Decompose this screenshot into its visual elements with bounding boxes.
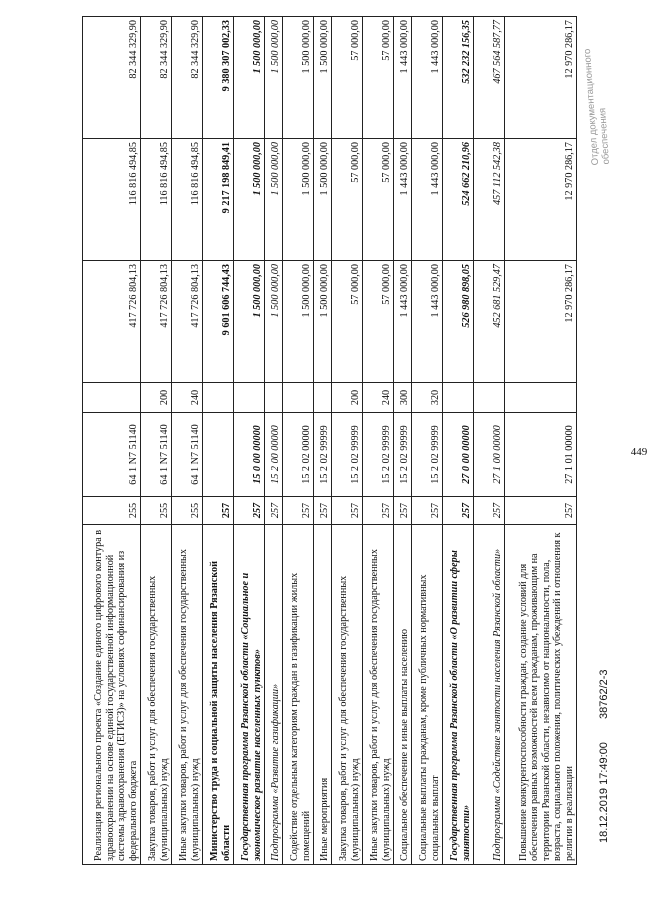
table-row (363, 17, 394, 865)
row-code: 255 (83, 497, 141, 525)
row-amount-2022: 1 443 000,00 (394, 17, 412, 139)
row-amount-2021: 1 500 000,00 (265, 139, 283, 261)
row-csr: 27 1 01 00000 (505, 413, 577, 497)
row-name: Закупка товаров, работ и услуг для обеспечения государственных (муниципальных) нужд (332, 525, 363, 865)
row-amount-2020: 1 500 000,00 (314, 261, 332, 383)
row-name: Министерство труда и социальной защиты населения Рязанской области (203, 525, 234, 865)
row-csr: 15 2 00 00000 (265, 413, 283, 497)
row-amount-2020: 1 500 000,00 (265, 261, 283, 383)
row-amount-2022: 1 500 000,00 (283, 17, 314, 139)
row-name: Иные мероприятия (314, 525, 332, 865)
row-csr: 15 2 02 99999 (412, 413, 443, 497)
row-amount-2022: 82 344 329,90 (141, 17, 172, 139)
row-vr (203, 383, 234, 413)
row-amount-2020: 526 980 898,05 (443, 261, 474, 383)
row-name: Закупка товаров, работ и услуг для обеспечения государственных (муниципальных) нужд (141, 525, 172, 865)
row-amount-2020: 1 500 000,00 (283, 261, 314, 383)
row-vr: 200 (141, 383, 172, 413)
row-name: Содействие отдельным категориям граждан в газификации жилых помещений (283, 525, 314, 865)
row-name: Социальное обеспечение и иные выплаты населению (394, 525, 412, 865)
table-row (332, 17, 363, 865)
row-amount-2020: 12 970 286,17 (505, 261, 577, 383)
row-code: 257 (265, 497, 283, 525)
row-amount-2022: 57 000,00 (332, 17, 363, 139)
row-csr: 15 2 02 99999 (394, 413, 412, 497)
row-amount-2021: 1 500 000,00 (283, 139, 314, 261)
row-amount-2022: 82 344 329,90 (83, 17, 141, 139)
row-name: Иные закупки товаров, работ и услуг для обеспечения государственных (муниципальных) нужд (172, 525, 203, 865)
row-code: 257 (394, 497, 412, 525)
row-amount-2022: 82 344 329,90 (172, 17, 203, 139)
row-vr (265, 383, 283, 413)
table-row (203, 17, 234, 865)
row-vr (83, 383, 141, 413)
row-amount-2021: 116 816 494,85 (172, 139, 203, 261)
row-csr: 15 2 02 00000 (283, 413, 314, 497)
row-vr: 320 (412, 383, 443, 413)
table-row (234, 17, 265, 865)
row-amount-2022: 467 564 587,77 (474, 17, 505, 139)
row-csr: 64 1 N7 51140 (141, 413, 172, 497)
row-amount-2021: 524 662 210,96 (443, 139, 474, 261)
row-name: Государственная программа Рязанской области «Социальное и экономическое развитие населенных пунктов» (234, 525, 265, 865)
budget-table (82, 16, 577, 865)
row-csr: 15 0 00 00000 (234, 413, 265, 497)
row-csr (203, 413, 234, 497)
table-row (172, 17, 203, 865)
row-vr (234, 383, 265, 413)
row-vr: 240 (363, 383, 394, 413)
row-name: Социальные выплаты гражданам, кроме публичных нормативных социальных выплат (412, 525, 443, 865)
row-csr: 64 1 N7 51140 (83, 413, 141, 497)
row-amount-2020: 452 681 529,47 (474, 261, 505, 383)
table-row (283, 17, 314, 865)
row-vr (474, 383, 505, 413)
row-amount-2021: 116 816 494,85 (83, 139, 141, 261)
row-vr: 240 (172, 383, 203, 413)
page-number: 449 (630, 445, 647, 458)
row-code: 257 (443, 497, 474, 525)
footer (598, 649, 610, 843)
row-amount-2021: 57 000,00 (332, 139, 363, 261)
row-amount-2020: 417 726 804,13 (141, 261, 172, 383)
row-vr (505, 383, 577, 413)
table-row (394, 17, 412, 865)
row-amount-2021: 57 000,00 (363, 139, 394, 261)
row-amount-2022: 1 500 000,00 (314, 17, 332, 139)
stamp-line-2: обеспечения (597, 107, 613, 165)
row-amount-2020: 57 000,00 (363, 261, 394, 383)
table-row (412, 17, 443, 865)
row-code: 257 (283, 497, 314, 525)
row-code: 257 (332, 497, 363, 525)
row-amount-2022: 57 000,00 (363, 17, 394, 139)
row-name: Подпрограмма «Содействие занятости населения Рязанской области» (474, 525, 505, 865)
row-code: 255 (141, 497, 172, 525)
row-amount-2020: 57 000,00 (332, 261, 363, 383)
row-amount-2021: 457 112 542,38 (474, 139, 505, 261)
row-csr: 27 1 00 00000 (474, 413, 505, 497)
row-name: Иные закупки товаров, работ и услуг для обеспечения государственных (муниципальных) нужд (363, 525, 394, 865)
row-amount-2022: 1 500 000,00 (234, 17, 265, 139)
stamp-line-1: Отдел документационного (581, 48, 602, 166)
row-csr: 15 2 02 99999 (332, 413, 363, 497)
table-row (314, 17, 332, 865)
row-csr: 27 0 00 00000 (443, 413, 474, 497)
row-amount-2022: 1 500 000,00 (265, 17, 283, 139)
row-amount-2021: 116 816 494,85 (141, 139, 172, 261)
table-row (443, 17, 474, 865)
row-amount-2020: 9 601 606 744,43 (203, 261, 234, 383)
row-vr (443, 383, 474, 413)
row-name: Подпрограмма «Развитие газификации» (265, 525, 283, 865)
row-amount-2020: 1 443 000,00 (412, 261, 443, 383)
row-amount-2020: 417 726 804,13 (83, 261, 141, 383)
row-vr: 200 (332, 383, 363, 413)
row-amount-2020: 1 443 000,00 (394, 261, 412, 383)
row-code: 257 (412, 497, 443, 525)
row-code: 257 (363, 497, 394, 525)
row-csr: 15 2 02 99999 (314, 413, 332, 497)
row-amount-2021: 1 500 000,00 (234, 139, 265, 261)
row-amount-2020: 1 500 000,00 (234, 261, 265, 383)
row-amount-2021: 9 217 198 849,41 (203, 139, 234, 261)
row-amount-2020: 417 726 804,13 (172, 261, 203, 383)
row-amount-2022: 1 443 000,00 (412, 17, 443, 139)
row-vr (314, 383, 332, 413)
row-name: Повышение конкурентоспособности граждан, создание условий для обеспечения равных возможностей всем гражданам, проживающим на территории Рязанской области, независимо от национальности, пола, возраста, социального положения, политических убеждений и отношения к религии в реализации (505, 525, 577, 865)
row-code: 257 (234, 497, 265, 525)
table-row (141, 17, 172, 865)
table-row (505, 17, 577, 865)
row-amount-2021: 1 443 000,00 (412, 139, 443, 261)
row-csr: 64 1 N7 51140 (172, 413, 203, 497)
budget-table-body (83, 17, 577, 865)
row-code: 257 (474, 497, 505, 525)
row-code: 257 (505, 497, 577, 525)
department-stamp (582, 48, 612, 166)
footer-datetime: 18.12.2019 17:49:00 (598, 742, 610, 843)
row-amount-2021: 1 500 000,00 (314, 139, 332, 261)
table-row (265, 17, 283, 865)
row-name: Реализация регионального проекта «Создание единого цифрового контура в здравоохранении на основе единой государственной информационной системы здравоохранения (ЕГИСЗ)» на условиях софинансирования из федерального бюджета (83, 525, 141, 865)
row-code: 257 (203, 497, 234, 525)
table-row (474, 17, 505, 865)
table-row (83, 17, 141, 865)
row-code: 257 (314, 497, 332, 525)
row-name: Государственная программа Рязанской области «О развитии сферы занятости» (443, 525, 474, 865)
row-vr: 300 (394, 383, 412, 413)
row-vr (283, 383, 314, 413)
row-amount-2022: 9 380 307 002,33 (203, 17, 234, 139)
row-amount-2021: 12 970 286,17 (505, 139, 577, 261)
row-csr: 15 2 02 99999 (363, 413, 394, 497)
footer-doc-id: 38762/2-3 (598, 669, 610, 719)
row-code: 255 (172, 497, 203, 525)
row-amount-2022: 532 232 156,35 (443, 17, 474, 139)
row-amount-2021: 1 443 000,00 (394, 139, 412, 261)
row-amount-2022: 12 970 286,17 (505, 17, 577, 139)
